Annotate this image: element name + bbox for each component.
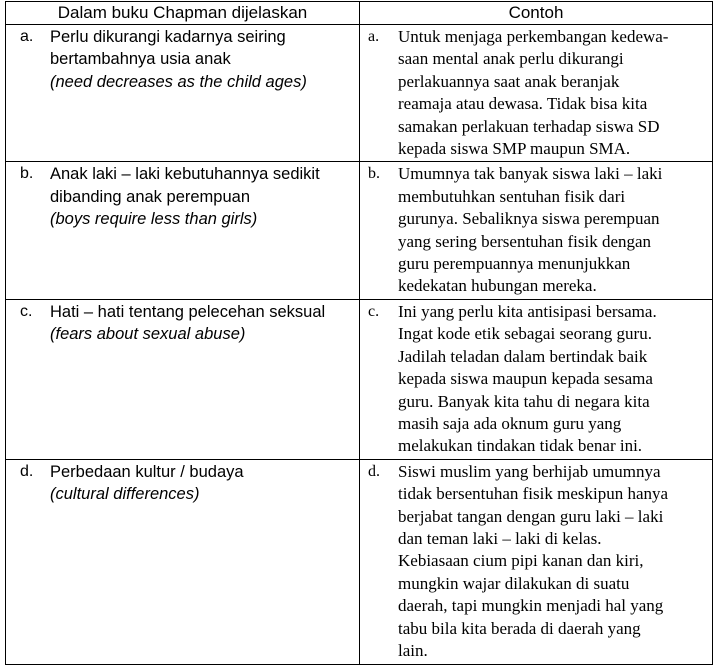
row-marker: c. — [20, 302, 33, 320]
cell-text-line: kepada siswa maupun kepada sesama — [398, 369, 653, 389]
table-cell-right — [360, 459, 713, 664]
cell-text-line: Anak laki – laki kebutuhannya sedikit — [50, 165, 320, 184]
cell-text-line: saan mental anak perlu dikurangi — [398, 49, 624, 69]
table-row — [6, 162, 713, 299]
table-cell-right — [360, 162, 713, 299]
cell-text-line: masih saja ada oknum guru yang — [398, 413, 622, 433]
cell-text-line: kedekatan hubungan mereka. — [398, 276, 597, 296]
cell-text-line: yang sering bersentuhan fisik dengan — [398, 231, 652, 251]
cell-text-line: mungkin wajar dilakukan di suatu — [398, 573, 630, 593]
table-row — [6, 25, 713, 162]
english-translation: (cultural differences) — [50, 485, 200, 504]
table-row — [6, 459, 713, 664]
table-cell-left — [6, 25, 360, 162]
row-marker: c. — [368, 302, 380, 320]
row-marker: b. — [368, 165, 380, 183]
cell-text-line: melakukan tindakan tidak benar ini. — [398, 436, 643, 456]
cell-text-line: bertambahnya usia anak — [50, 50, 231, 69]
comparison-table — [5, 1, 713, 665]
cell-text-line: dibanding anak perempuan — [50, 187, 250, 206]
cell-text-line: Siswi muslim yang berhijab umumnya — [398, 461, 661, 481]
cell-text-line: Umumnya tak banyak siswa laki – laki — [398, 164, 663, 184]
cell-text-line: dan teman laki – laki di kelas. — [398, 528, 602, 548]
cell-text-line: kepada siswa SMP maupun SMA. — [398, 139, 631, 159]
table-row — [6, 299, 713, 459]
table-cell-left — [6, 299, 360, 459]
english-translation: (boys require less than girls) — [50, 210, 258, 229]
cell-text-line: samakan perlakuan terhadap siswa SD — [398, 116, 660, 136]
cell-text-line: gurunya. Sebaliknya siswa perempuan — [398, 209, 660, 229]
cell-text-line: lain. — [398, 640, 428, 660]
cell-text-line: reamaja atau dewasa. Tidak bisa kita — [398, 94, 648, 114]
cell-text-line: Ini yang perlu kita antisipasi bersama. — [398, 301, 657, 321]
cell-text-line: guru. Banyak kita tahu di negara kita — [398, 391, 650, 411]
cell-text-line: tabu bila kita berada di daerah yang — [398, 618, 641, 638]
table-header-row — [6, 2, 713, 25]
header-contoh: Contoh — [360, 2, 713, 25]
cell-text-line: Ingat kode etik sebagai seorang guru. — [398, 324, 652, 344]
cell-text-line: perlakuannya saat anak beranjak — [398, 71, 620, 91]
cell-text-line: Jadilah teladan dalam bertindak baik — [398, 346, 648, 366]
english-translation: (fears about sexual abuse) — [50, 325, 246, 344]
header-chapman: Dalam buku Chapman dijelaskan — [6, 2, 360, 25]
table-cell-left — [6, 459, 360, 664]
row-marker: a. — [368, 28, 380, 45]
cell-text-line: Kebiasaan cium pipi kanan dan kiri, — [398, 551, 644, 571]
row-marker: d. — [20, 462, 34, 480]
cell-text-line: berjabat tangan dengan guru laki – laki — [398, 506, 664, 526]
cell-text-line: Perbedaan kultur / budaya — [50, 462, 244, 481]
cell-text-line: guru perempuannya menunjukkan — [398, 254, 631, 274]
cell-text-line: Untuk menjaga perkembangan kedewa- — [398, 27, 669, 46]
row-marker: a. — [20, 28, 34, 45]
cell-text-line: tidak bersentuhan fisik meskipun hanya — [398, 484, 669, 504]
row-marker: b. — [20, 165, 34, 183]
table-cell-left — [6, 162, 360, 299]
cell-text-line: daerah, tapi mungkin menjadi hal yang — [398, 596, 664, 616]
english-translation: (need decreases as the child ages) — [50, 72, 307, 91]
cell-text-line: Hati – hati tentang pelecehan seksual — [50, 302, 326, 321]
cell-text-line: Perlu dikurangi kadarnya seiring — [50, 28, 286, 46]
row-marker: d. — [368, 462, 380, 480]
cell-text-line: membutuhkan sentuhan fisik dari — [398, 186, 626, 206]
table-cell-right — [360, 299, 713, 459]
table-cell-right — [360, 25, 713, 162]
